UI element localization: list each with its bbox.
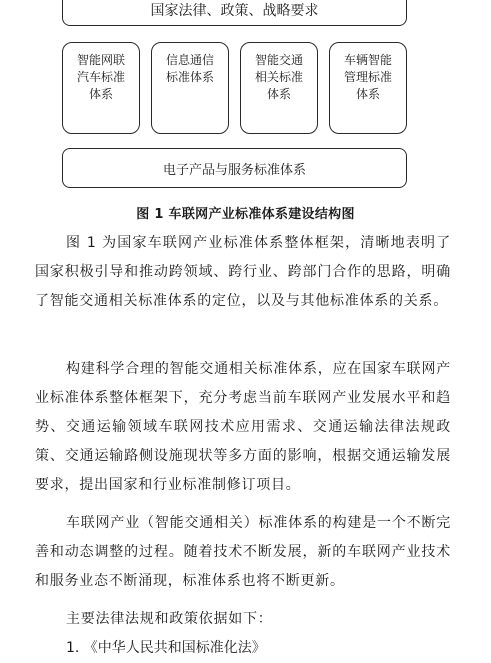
info-comm-standards-label: 信息通信标准体系 xyxy=(165,53,214,84)
ict-vehicle-standards-label: 智能网联汽车标准体系 xyxy=(76,53,125,101)
info-comm-standards-box xyxy=(151,42,229,134)
top-requirements-label: 国家法律、政策、战略要求 xyxy=(150,3,319,19)
electronics-services-box xyxy=(62,148,407,188)
paragraph-3: 车联网产业（智能交通相关）标准体系的构建是一个不断完善和动态调整的过程。随着技术不断发展，新的车联网产业技术和服务业态不断涌现，标准体系也将不断更新。 xyxy=(35,515,451,589)
its-standards-box xyxy=(240,42,318,134)
vehicle-management-standards-box xyxy=(329,42,407,134)
ict-vehicle-standards-box xyxy=(62,42,140,134)
its-standards-label: 智能交通相关标准体系 xyxy=(254,53,303,101)
electronics-services-label: 电子产品与服务标准体系 xyxy=(162,162,306,178)
vehicle-management-standards-label: 车辆智能管理标准体系 xyxy=(343,53,392,101)
list-item-1: 1. 《中华人民共和国标准化法》 xyxy=(66,640,266,656)
paragraph-4: 主要法律法规和政策依据如下： xyxy=(66,611,273,627)
figure-caption: 图 1 车联网产业标准体系建设结构图 xyxy=(136,207,355,222)
paragraph-1: 图 1 为国家车联网产业标准体系整体框架，清晰地表明了国家积极引导和推动跨领域、跨行业、跨部门合作的思路，明确了智能交通相关标准体系的定位，以及与其他标准体系的关系。 xyxy=(35,235,451,309)
paragraph-2: 构建科学合理的智能交通相关标准体系，应在国家车联网产业标准体系整体框架下，充分考虑当前车联网产业发展水平和趋势、交通运输领域车联网技术应用需求、交通运输法律法规政策、交通运输路侧设施现状等多方面的影响，根据交通运输发展要求，提出国家和行业标准制修订项目。 xyxy=(35,361,451,493)
top-requirements-box xyxy=(62,0,407,26)
